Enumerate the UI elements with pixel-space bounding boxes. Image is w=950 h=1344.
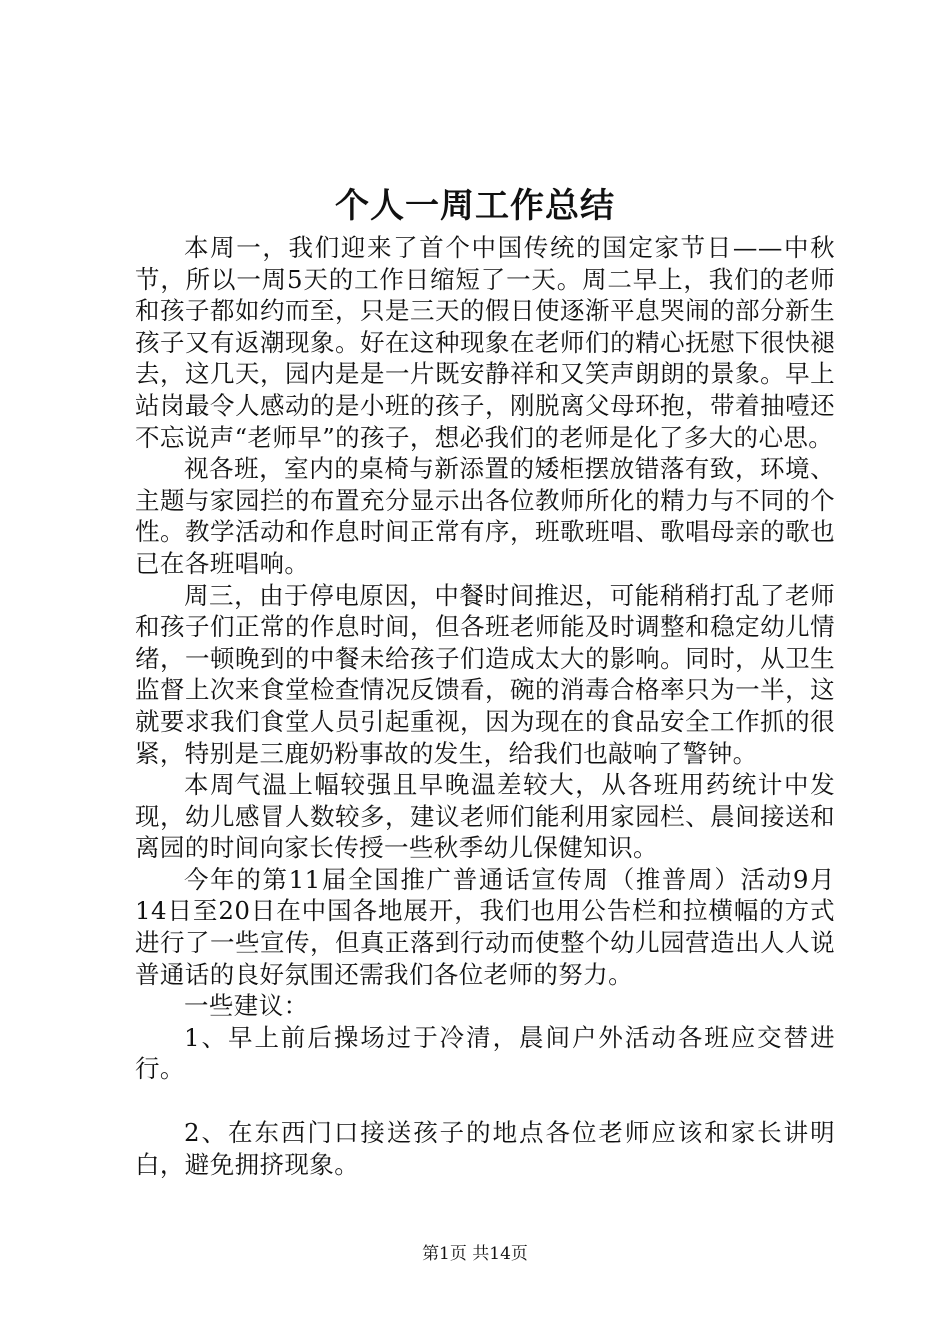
document-body [135,232,835,1180]
paragraph-weather: 本周气温上幅较强且早晚温差较大，从各班用药统计中发现，幼儿感冒人数较多，建议老师们能利用家园栏、晨间接送和离园的时间向家长传授一些秋季幼儿保健知识。 [135,770,835,863]
paragraph-monday: 本周一，我们迎来了首个中国传统的国定家节日——中秋节，所以一周5天的工作日缩短了一天。周二早上，我们的老师和孩子都如约而至，只是三天的假日使逐渐平息哭闹的部分新生孩子又有返潮现象。好在这种现象在老师们的精心抚慰下很快褪去，这几天，园内是是一片既安静祥和又笑声朗朗的景象。早上站岗最令人感动的是小班的孩子，刚脱离父母环抱，带着抽噎还不忘说声“老师早”的孩子，想必我们的老师是化了多大的心思。 [135,233,835,452]
suggestion-item-1: 1、早上前后操场过于冷清，晨间户外活动各班应交替进行。 [135,1022,835,1084]
paragraph-spacer [135,1085,835,1117]
paragraph-putonghua-week: 今年的第11届全国推广普通话宣传周（推普周）活动9月14日至20日在中国各地展开，我们也用公告栏和拉横幅的方式进行了一些宣传，但真正落到行动而使整个幼儿园营造出人人说普通话的良好氛围还需我们各位老师的努力。 [135,864,835,989]
page-footer: 第1页 共14页 [422,1244,528,1264]
paragraph-classrooms: 视各班，室内的桌椅与新添置的矮柜摆放错落有致，环境、主题与家园拦的布置充分显示出各位教师所化的精力与不同的个性。教学活动和作息时间正常有序，班歌班唱、歌唱母亲的歌也已在各班唱响。 [135,454,835,578]
suggestion-item-2: 2、在东西门口接送孩子的地点各位老师应该和家长讲明白，避免拥挤现象。 [135,1118,835,1179]
suggestions-heading: 一些建议： [184,991,309,1021]
document-title: 个人一周工作总结 [335,186,615,226]
paragraph-wednesday: 周三，由于停电原因，中餐时间推迟，可能稍稍打乱了老师和孩子们正常的作息时间，但各班老师能及时调整和稳定幼儿情绪，一顿晚到的中餐未给孩子们造成太大的影响。同时，从卫生监督上次来食堂检查情况反馈看，碗的消毒合格率只为一半，这就要求我们食堂人员引起重视，因为现在的食品安全工作抓的很紧，特别是三鹿奶粉事故的发生，给我们也敲响了警钟。 [135,580,835,768]
